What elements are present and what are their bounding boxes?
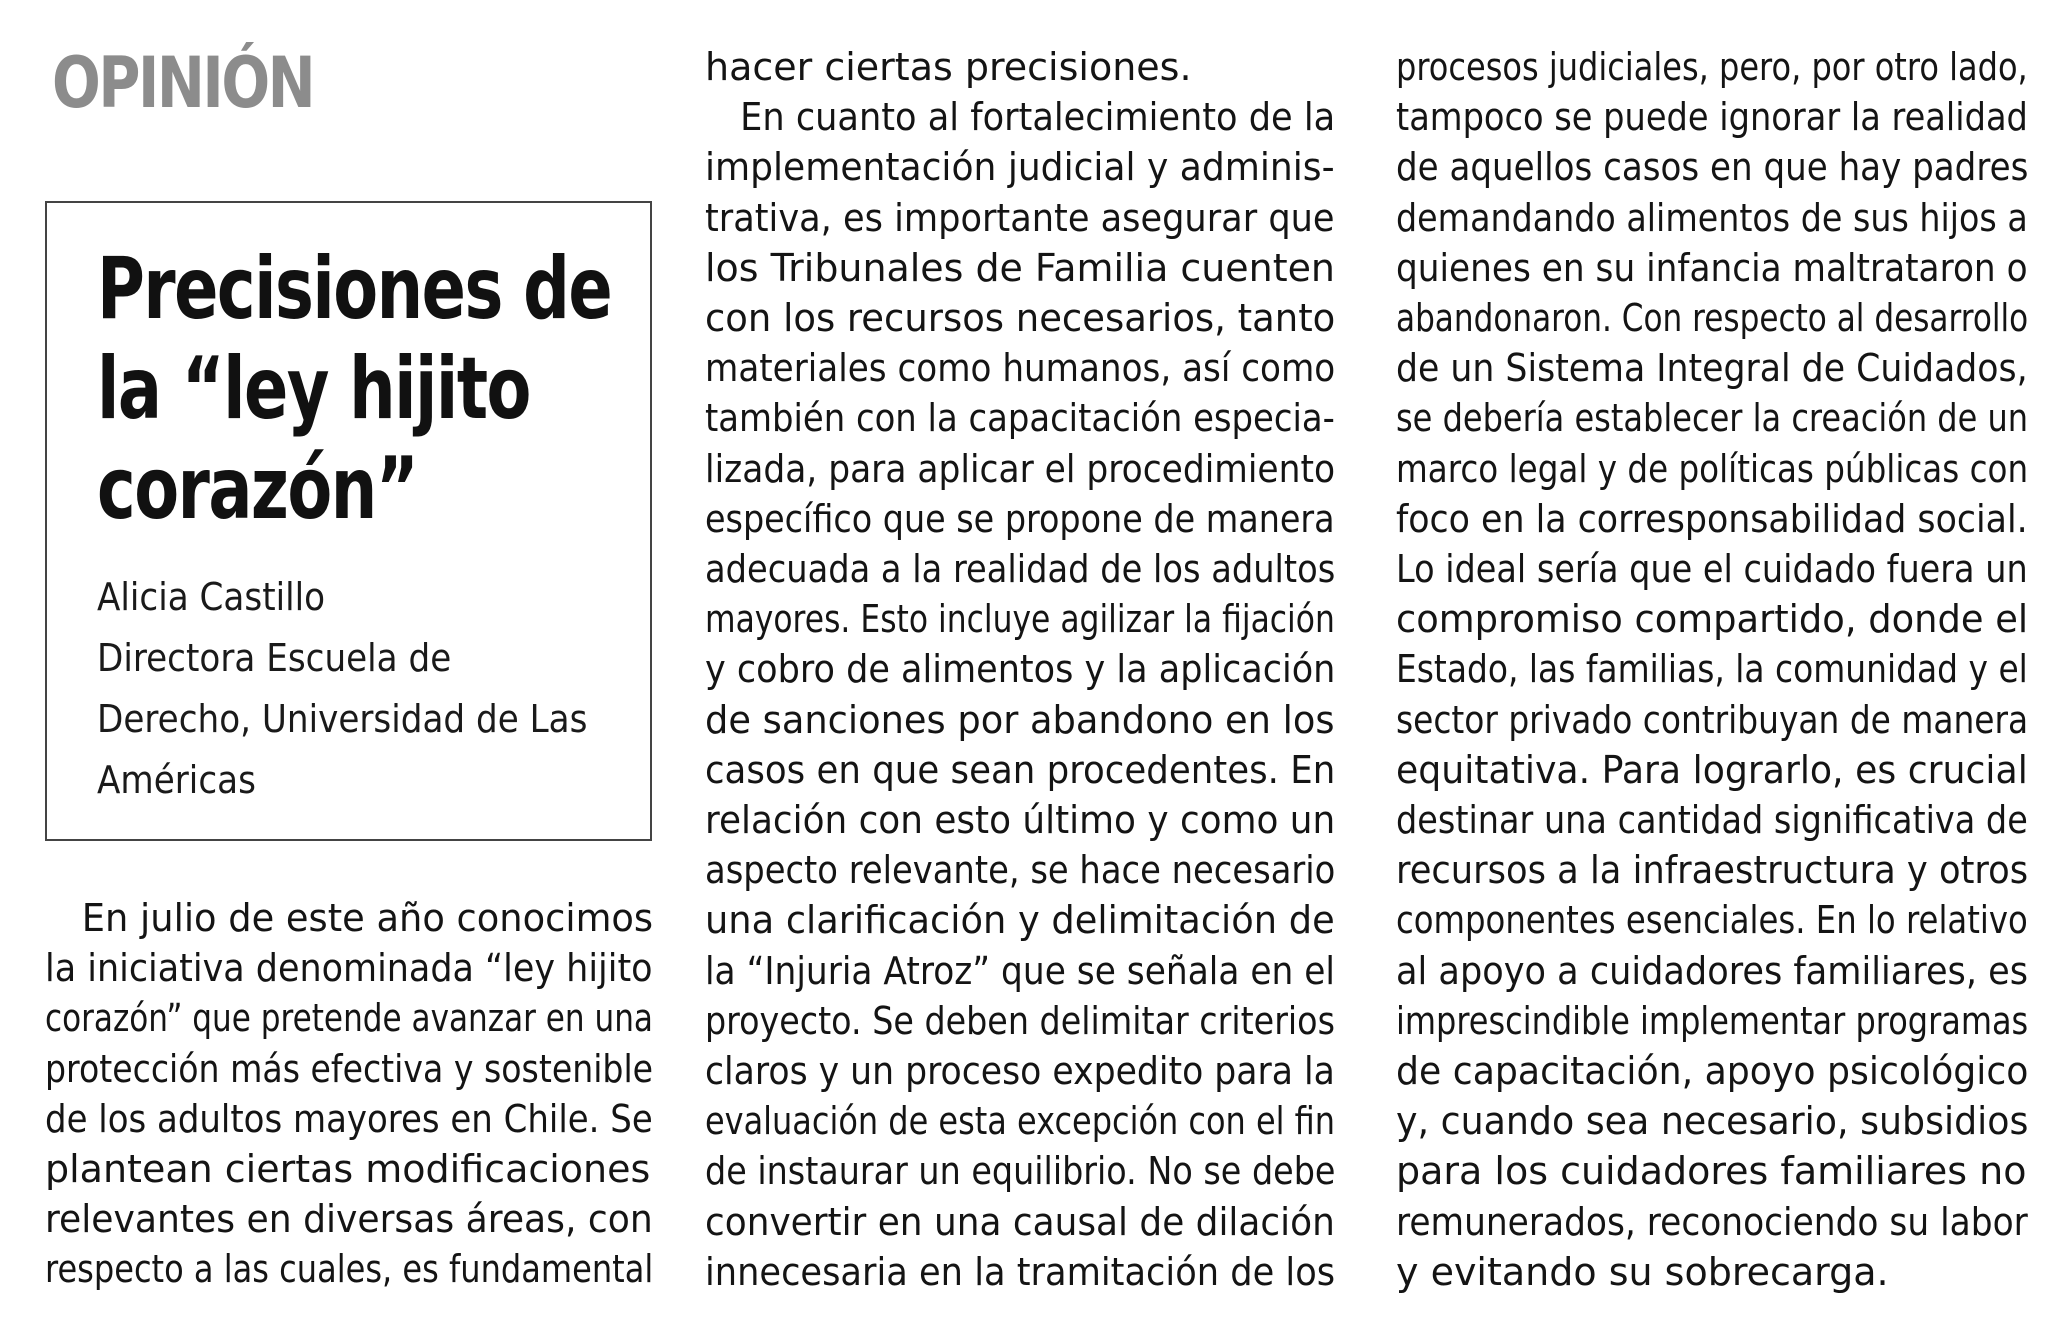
text-line: compromiso compartido, donde el <box>1396 597 2029 642</box>
text-line: específico que se propone de manera <box>705 496 1335 541</box>
article-column-1 <box>45 893 653 1295</box>
text-line: trativa, es importante asegurar que <box>705 195 1335 240</box>
text-line: demandando alimentos de sus hijos a <box>1396 195 2028 240</box>
text-line: la “Injuria Atroz” que se señala en el <box>705 948 1335 993</box>
text-line: y, cuando sea necesario, subsidios <box>1396 1099 2029 1144</box>
text-line: componentes esenciales. En lo relativo <box>1396 898 2028 943</box>
text-line: hacer ciertas precisiones. <box>705 45 1192 89</box>
author-affiliation: Derecho, Universidad de Las <box>97 697 588 741</box>
text-line: los Tribunales de Familia cuenten <box>705 245 1335 290</box>
text-line: casos en que sean procedentes. En <box>705 747 1336 792</box>
text-line: innecesaria en la tramitación de los <box>705 1249 1336 1294</box>
text-line: implementación judicial y adminis- <box>705 145 1335 190</box>
text-line: proyecto. Se deben delimitar criterios <box>705 998 1335 1043</box>
text-line: recursos a la infraestructura y otros <box>1396 848 2029 893</box>
text-line: aspecto relevante, se hace necesario <box>705 848 1336 893</box>
headline <box>97 239 644 539</box>
text-line: tampoco se puede ignorar la realidad <box>1396 95 2028 140</box>
author-name: Alicia Castillo <box>97 575 326 619</box>
text-line: adecuada a la realidad de los adultos <box>705 547 1336 592</box>
text-line: una clarificación y delimitación de <box>705 898 1335 943</box>
text-line: mayores. Esto incluye agilizar la fijación <box>705 597 1335 642</box>
text-line: evaluación de esta excepción con el fin <box>705 1099 1336 1144</box>
headline-line: la “ley hijito <box>97 339 530 439</box>
text-line: de sanciones por abandono en los <box>705 697 1335 742</box>
author-affiliation-cont: Américas <box>97 758 256 802</box>
headline-line: corazón” <box>97 439 418 539</box>
text-line: foco en la corresponsabilidad social. <box>1396 496 2028 541</box>
text-line: la iniciativa denominada “ley hijito <box>45 946 653 991</box>
text-line: Estado, las familias, la comunidad y el <box>1396 647 2028 692</box>
text-line: En cuanto al fortalecimiento de la <box>705 95 1336 140</box>
text-line: corazón” que pretende avanzar en una <box>45 996 653 1041</box>
text-line: y evitando su sobrecarga. <box>1396 1249 1889 1294</box>
text-line: marco legal y de políticas públicas con <box>1396 446 2029 491</box>
text-line: de instaurar un equilibrio. No se debe <box>705 1149 1336 1194</box>
text-line: procesos judiciales, pero, por otro lado, <box>1396 45 2028 89</box>
text-line: también con la capacitación especia- <box>705 396 1335 441</box>
text-line: sector privado contribuyan de manera <box>1396 697 2029 742</box>
text-line: plantean ciertas modificaciones <box>45 1147 651 1192</box>
author-title: Directora Escuela de <box>97 636 452 680</box>
byline <box>97 567 601 811</box>
text-line: relación con esto último y como un <box>705 798 1336 843</box>
text-line: lizada, para aplicar el procedimiento <box>705 446 1336 491</box>
section-label: OPINIÓN <box>52 42 314 124</box>
text-line: materiales como humanos, así como <box>705 346 1336 391</box>
text-line: de los adultos mayores en Chile. Se <box>45 1096 653 1141</box>
text-line: de capacitación, apoyo psicológico <box>1396 1049 2029 1094</box>
text-line: abandonaron. Con respecto al desarrollo <box>1396 296 2029 341</box>
text-line: convertir en una causal de dilación <box>705 1199 1335 1244</box>
text-line: quienes en su infancia maltrataron o <box>1396 245 2028 290</box>
headline-line: Precisiones de <box>97 239 612 339</box>
text-line: de un Sistema Integral de Cuidados, <box>1396 346 2028 391</box>
text-line: para los cuidadores familiares no <box>1396 1149 2027 1194</box>
text-line: con los recursos necesarios, tanto <box>705 296 1336 341</box>
text-line: Lo ideal sería que el cuidado fuera un <box>1396 547 2028 592</box>
text-line: destinar una cantidad significativa de <box>1396 798 2028 843</box>
text-line: y cobro de alimentos y la aplicación <box>705 647 1336 692</box>
text-line: relevantes en diversas áreas, con <box>45 1197 653 1242</box>
text-line: imprescindible implementar programas <box>1396 998 2029 1043</box>
text-line: de aquellos casos en que hay padres <box>1396 145 2029 190</box>
text-line: remunerados, reconociendo su labor <box>1396 1199 2028 1244</box>
text-line: claros y un proceso expedito para la <box>705 1049 1335 1094</box>
text-line: protección más efectiva y sostenible <box>45 1046 654 1091</box>
text-line: se debería establecer la creación de un <box>1396 396 2029 441</box>
article-column-2 <box>705 42 1335 1297</box>
text-line: equitativa. Para lograrlo, es crucial <box>1396 747 2028 792</box>
text-line: al apoyo a cuidadores familiares, es <box>1396 948 2029 993</box>
text-line: respecto a las cuales, es fundamental <box>45 1247 654 1292</box>
headline-box <box>45 201 652 841</box>
text-line: En julio de este año conocimos <box>45 896 654 940</box>
article-column-3 <box>1396 42 2028 1297</box>
